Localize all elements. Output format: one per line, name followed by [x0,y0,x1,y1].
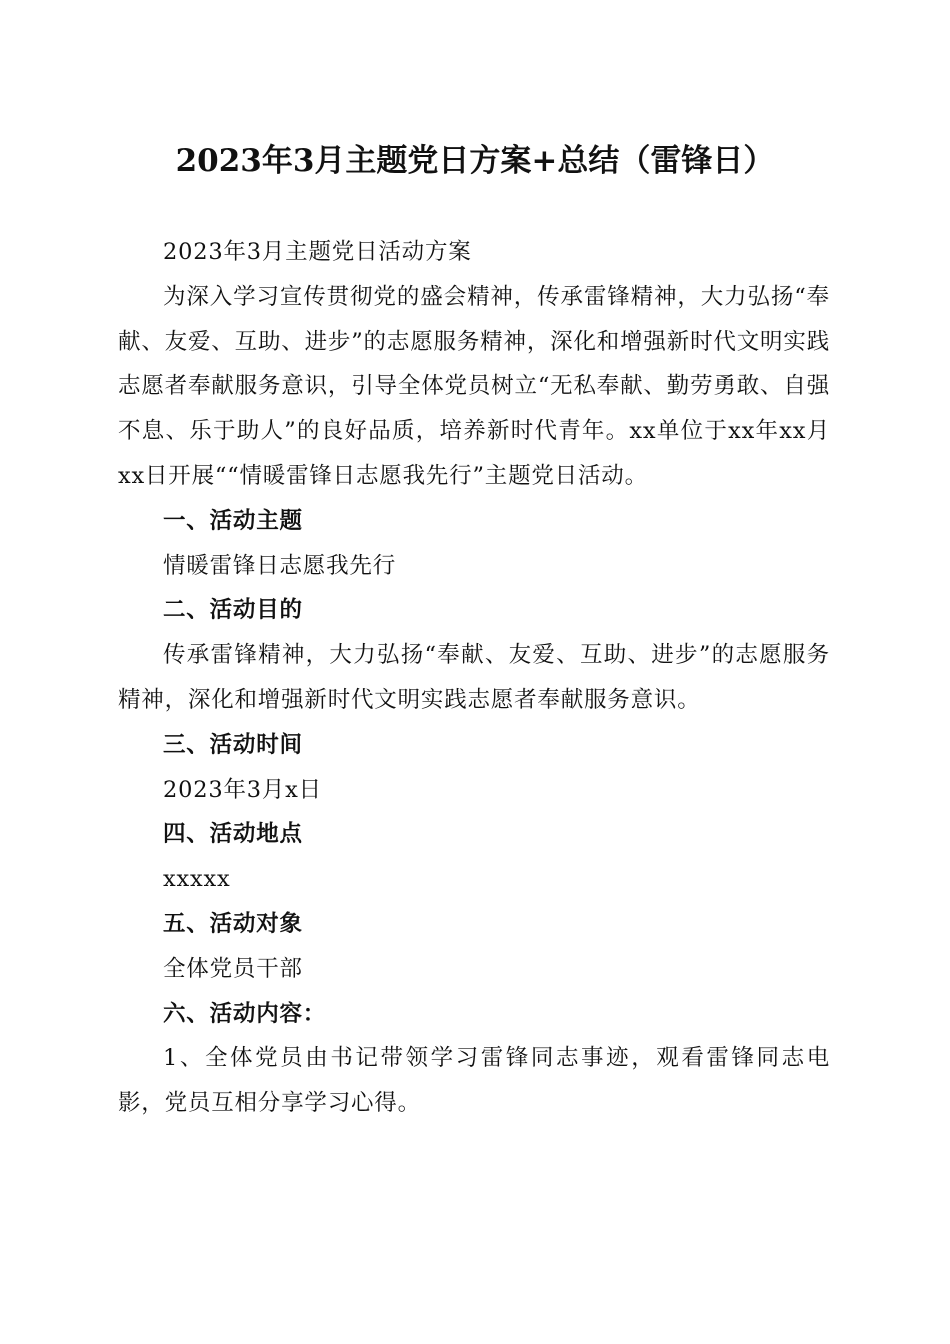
section-content-theme: 情暖雷锋日志愿我先行 [163,552,397,579]
section-heading-time: 三、活动时间 [163,731,303,758]
plan-subtitle: 2023年3月主题党日活动方案 [163,239,472,265]
intro-paragraph: 为深入学习宣传贯彻党的盛会精神，传承雷锋精神，大力弘扬“奉献、友爱、互助、进步”的志愿服务精神，深化和增强新时代文明实践志愿者奉献服务意识，引导全体党员树立“无私奉献、勤劳勇敢、自强不息、乐于助人”的良好品质，培养新时代青年。xx单位于xx年xx月xx日开展““情暖雷锋日志愿我先行”主题党日活动。 [118,283,830,489]
section-content-location: xxxxx [163,866,231,893]
document-title: 2023年3月主题党日方案+总结（雷锋日） [175,143,775,179]
section-content-participants: 全体党员干部 [163,955,303,982]
section-heading-purpose: 二、活动目的 [163,597,303,624]
section-content-time: 2023年3月x日 [163,776,322,803]
section-heading-participants: 五、活动对象 [163,910,303,937]
section-content-activity: 1、全体党员由书记带领学习雷锋同志事迹，观看雷锋同志电影，党员互相分享学习心得。 [118,1045,830,1117]
section-heading-theme: 一、活动主题 [163,507,303,534]
document-body [118,230,830,1126]
section-content-purpose: 传承雷锋精神，大力弘扬“奉献、友爱、互助、进步”的志愿服务精神，深化和增强新时代文明实践志愿者奉献服务意识。 [118,642,830,713]
section-heading-content: 六、活动内容： [163,1000,327,1027]
section-heading-location: 四、活动地点 [163,821,303,848]
